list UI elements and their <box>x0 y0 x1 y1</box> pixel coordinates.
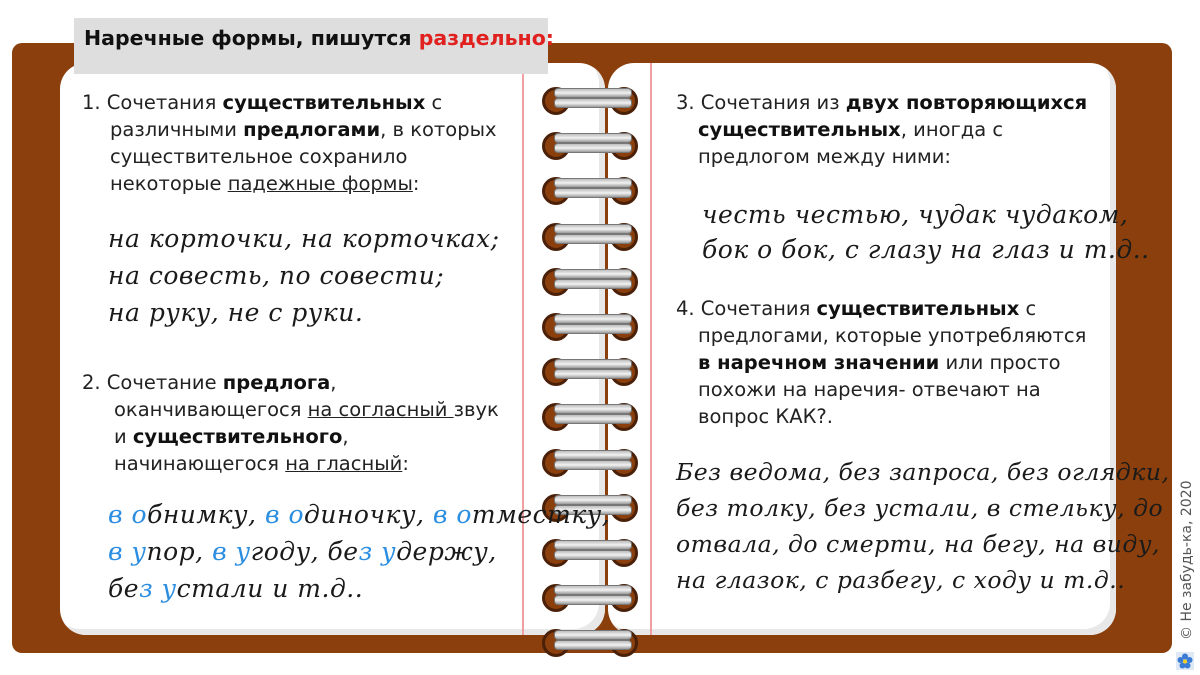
highlighted-letter: у <box>235 537 251 566</box>
spiral-ring <box>554 414 632 424</box>
rule-3: 3. Сочетания из двух повторяющихся существительных, иногда с предлогом между ними: <box>676 91 1088 168</box>
spiral-ring <box>554 324 632 334</box>
left-margin-line <box>522 63 524 635</box>
example-text: стали и т.д.. <box>176 574 364 603</box>
example-text: году, бе <box>250 537 359 566</box>
highlighted-letter: в <box>432 500 457 529</box>
example-3-line-1: честь честью, чудак чудаком, <box>702 200 1129 229</box>
example-3-line-2: бок о бок, с глазу на глаз и т.д.. <box>702 235 1150 264</box>
spiral-ring <box>554 269 632 279</box>
highlighted-letter: в <box>264 500 289 529</box>
spiral-ring <box>554 595 632 605</box>
highlighted-letter: в <box>212 537 236 566</box>
highlighted-letter: о <box>288 500 305 529</box>
highlighted-letter: з <box>139 574 162 603</box>
spiral-ring <box>554 359 632 369</box>
spiral-ring <box>554 178 632 188</box>
example-text: бе <box>108 574 140 603</box>
example-2-line-1 <box>108 500 610 529</box>
spiral-ring <box>554 314 632 324</box>
example-4-line-4: на глазок, с разбегу, с ходу и т.д.. <box>676 566 1126 594</box>
spiral-ring <box>554 450 632 460</box>
spiral-ring <box>554 279 632 289</box>
highlighted-letter: у <box>131 537 147 566</box>
example-text: тместку, <box>471 500 611 529</box>
spiral-ring <box>554 540 632 550</box>
spiral-ring <box>554 640 632 650</box>
spiral-ring <box>554 630 632 640</box>
spiral-ring <box>554 133 632 143</box>
page-title: Наречные формы, пишутся раздельно: <box>84 26 555 50</box>
example-4-line-2: без толку, без устали, в стельку, до <box>676 494 1164 522</box>
copyright-text: © Не забудь-ка, 2020 <box>1179 480 1195 640</box>
example-text: пор, <box>146 537 213 566</box>
highlighted-letter: в <box>108 537 132 566</box>
right-margin-line <box>650 63 652 635</box>
spiral-ring <box>554 369 632 379</box>
example-text: диночку, <box>304 500 433 529</box>
highlighted-letter: о <box>131 500 148 529</box>
example-1-line-1: на корточки, на корточках; <box>108 224 500 253</box>
example-text: бнимку, <box>147 500 265 529</box>
spiral-ring <box>554 143 632 153</box>
spiral-ring <box>554 224 632 234</box>
spiral-ring <box>554 404 632 414</box>
spiral-ring <box>554 585 632 595</box>
spiral-ring <box>554 98 632 108</box>
spiral-ring <box>554 550 632 560</box>
spiral-ring <box>554 460 632 470</box>
highlighted-letter: у <box>381 537 397 566</box>
highlighted-letter: о <box>456 500 472 529</box>
highlighted-letter: в <box>108 500 132 529</box>
forget-me-not-flower-icon <box>1176 652 1194 670</box>
rule-1: 1. Сочетания существительных с различными предлогами, в которых существительное сохранило некоторые падежные формы: <box>82 91 497 195</box>
example-1-line-2: на совесть, по совести; <box>108 261 445 290</box>
spiral-ring <box>554 234 632 244</box>
spiral-ring <box>554 88 632 98</box>
highlighted-letter: з <box>358 537 382 566</box>
rule-2: 2. Сочетание предлога, оканчивающегося на согласный звук и существительного, начинающегося на гласный: <box>82 371 499 475</box>
example-text: держу, <box>396 537 497 566</box>
example-4-line-1: Без ведома, без запроса, без оглядки, <box>676 458 1170 486</box>
example-1-line-3: на руку, не с руки. <box>108 298 364 327</box>
rule-4: 4. Сочетания существительных с предлогами, которые употребляются в наречном значении или просто похожи на наречия- отвечают на вопрос КАК?. <box>676 297 1087 428</box>
example-4-line-3: отвала, до смерти, на бегу, на виду, <box>676 530 1160 558</box>
example-2-line-3 <box>108 574 363 603</box>
highlighted-letter: у <box>161 574 177 603</box>
spiral-ring <box>554 188 632 198</box>
example-2-line-2 <box>108 537 497 566</box>
